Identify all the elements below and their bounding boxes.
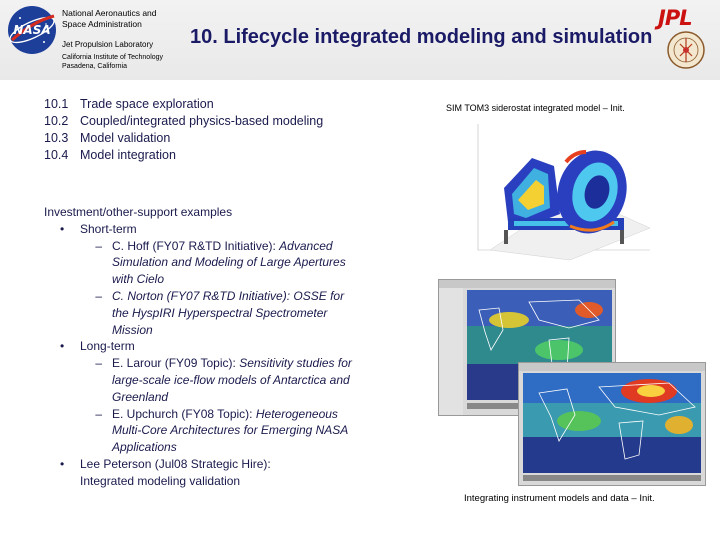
header-banner — [0, 0, 720, 80]
agency-line-2: Space Administration — [62, 19, 142, 29]
support-item-lead: E. Larour (FY09 Topic): — [112, 356, 236, 371]
bullet-icon: • — [60, 221, 65, 236]
topic-text: Coupled/integrated physics-based modeling — [80, 114, 324, 128]
support-item-lead: E. Upchurch (FY08 Topic): — [112, 406, 253, 421]
agency-line-1: National Aeronautics and — [62, 8, 157, 18]
support-item-title: C. Norton (FY07 R&TD Initiative): OSSE for the HyspIRI Hyperspectral Spectrometer Mission — [112, 288, 345, 337]
topic-number: 10.2 — [44, 114, 69, 128]
support-section — [44, 204, 364, 490]
support-item — [44, 355, 364, 405]
support-item — [44, 288, 364, 338]
lab-institute: California Institute of Technology — [62, 54, 164, 61]
support-item-title: Advanced Simulation and Modeling of Large Apertures with Cielo — [112, 238, 346, 287]
topic-text: Model validation — [80, 131, 171, 145]
lab-name: Jet Propulsion Laboratory — [62, 40, 154, 49]
page-title: 10. Lifecycle integrated modeling and simulation — [190, 26, 653, 48]
support-item — [44, 238, 364, 288]
siderostat-model-image — [474, 122, 654, 262]
topic-item — [44, 96, 344, 113]
jpl-logo: JPL — [658, 6, 692, 30]
nasa-logo — [6, 4, 58, 56]
topic-number: 10.4 — [44, 148, 69, 162]
lab-name-block — [62, 40, 182, 71]
caltech-seal-icon — [666, 30, 706, 70]
bullet-short-term — [44, 221, 364, 238]
support-heading: Investment/other-support examples — [44, 205, 233, 219]
topic-list — [44, 96, 344, 164]
data-map-window-2 — [518, 362, 706, 486]
support-item-title: Sensitivity studies for large-scale ice-flow models of Antarctica and Greenland — [112, 356, 352, 404]
topic-number: 10.1 — [44, 97, 69, 111]
hire-line-1: Lee Peterson (Jul08 Strategic Hire): — [80, 456, 271, 471]
caption-instrument-models: Integrating instrument models and data – Init. — [464, 493, 655, 504]
bullet-icon: • — [60, 339, 65, 354]
topic-item — [44, 113, 344, 130]
agency-name — [62, 8, 172, 30]
dash-icon: – — [95, 406, 102, 421]
short-term-label: Short-term — [80, 221, 137, 236]
caption-siderostat-model: SIM TOM3 siderostat integrated model – Init. — [446, 103, 625, 113]
support-item-lead: C. Hoff (FY07 R&TD Initiative): — [112, 238, 276, 253]
dash-icon: – — [95, 288, 102, 303]
nasa-logo-text: NASA — [13, 23, 51, 37]
bullet-icon: • — [60, 456, 65, 471]
bullet-long-term — [44, 338, 364, 355]
bullet-strategic-hire — [44, 456, 364, 490]
topic-item — [44, 147, 344, 164]
topic-text: Model integration — [80, 148, 176, 162]
dash-icon: – — [95, 356, 102, 371]
topic-item — [44, 130, 344, 147]
long-term-label: Long-term — [80, 339, 135, 354]
topic-text: Trade space exploration — [80, 97, 214, 111]
support-item — [44, 406, 364, 456]
support-item-title: Heterogeneous Multi-Core Architectures for Emerging NASA Applications — [112, 406, 348, 455]
hire-line-2: Integrated modeling validation — [80, 473, 241, 488]
topic-number: 10.3 — [44, 131, 69, 145]
dash-icon: – — [95, 238, 102, 253]
lab-location: Pasadena, California — [62, 63, 127, 70]
